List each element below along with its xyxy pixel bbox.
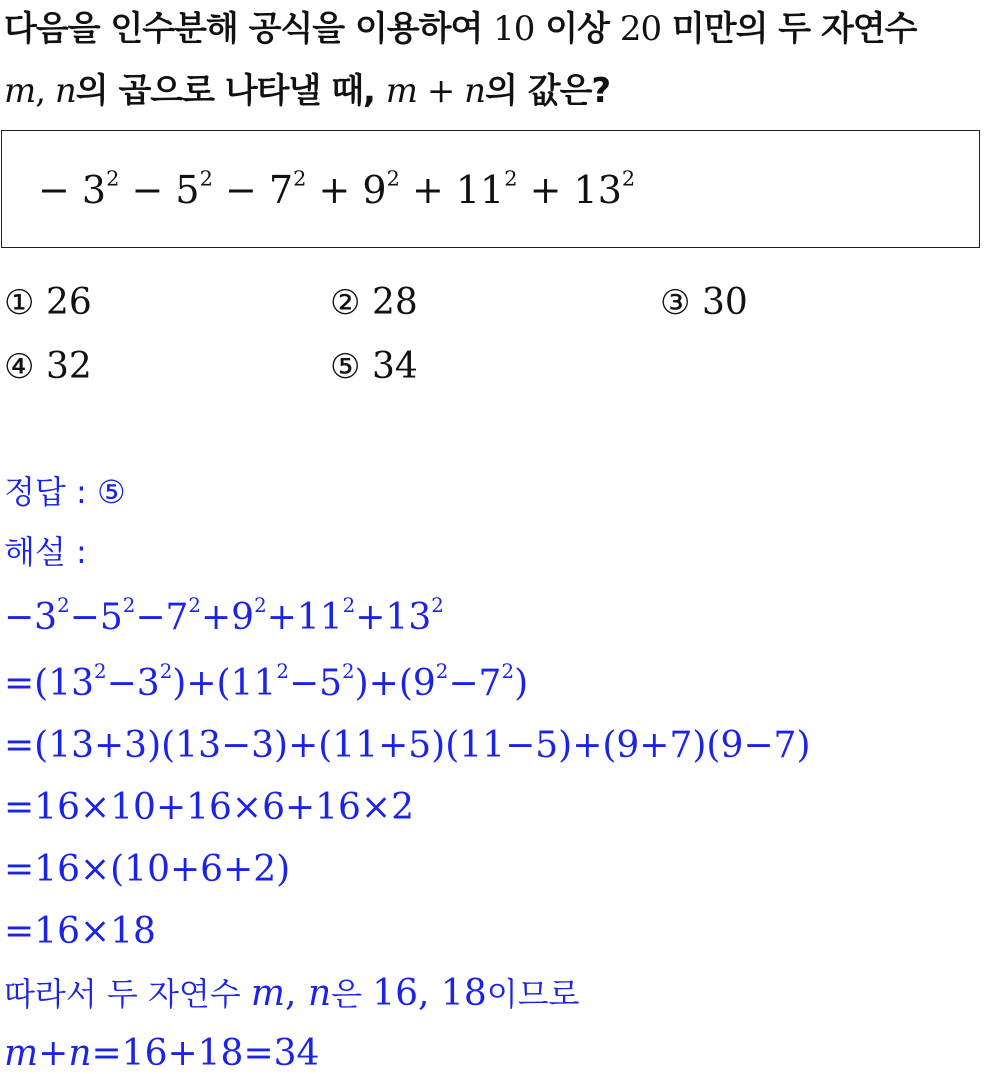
var-n: n xyxy=(307,973,332,1014)
answer-line xyxy=(4,473,126,511)
question-text: 이상 xyxy=(534,9,620,49)
question-text: 다음을 인수분해 공식을 이용하여 xyxy=(4,9,494,49)
plus-sign: + xyxy=(38,1033,69,1074)
choice-5[interactable] xyxy=(330,346,418,387)
choice-value: 32 xyxy=(45,346,92,387)
choice-marker: ④ xyxy=(4,347,35,387)
question-text: 의 곱으로 나타낼 때, xyxy=(75,71,386,111)
choice-3[interactable] xyxy=(660,282,748,323)
choice-value: 26 xyxy=(45,282,92,323)
solution-step-6: =16×18 xyxy=(4,911,156,952)
question-text: 의 값은? xyxy=(485,71,611,111)
conclusion-text: 은 xyxy=(331,975,373,1013)
conclusion-text: 따라서 두 자연수 xyxy=(4,975,251,1013)
solution-step-4: =16×10+16×6+16×2 xyxy=(4,787,415,828)
var-m: m xyxy=(4,71,36,111)
choice-value: 30 xyxy=(701,282,748,323)
choice-marker: ① xyxy=(4,283,35,323)
comma: , xyxy=(35,71,55,111)
choice-4[interactable] xyxy=(4,346,92,387)
solution-conclusion xyxy=(4,973,580,1014)
choice-marker: ② xyxy=(330,283,361,323)
final-result: =16+18=34 xyxy=(91,1033,320,1074)
var-n: n xyxy=(54,71,76,111)
solution-step-2: $=(13^2-3^2)+(11^2-5^2)+(9^2-7^2)$ xyxy=(4,660,529,704)
choice-2[interactable] xyxy=(330,282,418,323)
choice-marker: ⑤ xyxy=(330,347,361,387)
explanation-label: 해설 : xyxy=(4,533,87,571)
plus-sign: + xyxy=(417,71,465,111)
comma: , xyxy=(285,973,308,1014)
choice-value: 28 xyxy=(371,282,418,323)
expression-box xyxy=(1,130,980,248)
conclusion-numbers: 16, 18 xyxy=(372,973,487,1014)
var-m: m xyxy=(250,973,286,1014)
number-10: 10 xyxy=(493,9,535,49)
var-n: n xyxy=(68,1033,92,1074)
solution-final xyxy=(4,1033,320,1074)
solution-step-5: =16×(10+6+2) xyxy=(4,849,291,890)
answer-label: 정답 : xyxy=(4,473,97,511)
question-text: 미만의 두 자연수 xyxy=(661,9,917,49)
solution-step-1: $-3^2-5^2-7^2+9^2+11^2+13^2$ xyxy=(4,594,444,638)
choice-marker: ③ xyxy=(660,283,691,323)
answer-value: ⑤ xyxy=(96,473,126,511)
var-m: m xyxy=(385,71,418,111)
question-line-1 xyxy=(4,9,917,49)
conclusion-text: 이므로 xyxy=(486,975,580,1013)
question-line-2 xyxy=(4,71,611,111)
var-m: m xyxy=(4,1033,39,1074)
box-expression: − $3^2 - 5^2 - 7^2 + 9^2 + 11^2 + 13^2$ xyxy=(38,166,636,212)
solution-step-3: =(13+3)(13−3)+(11+5)(11−5)+(9+7)(9−7) xyxy=(4,725,811,766)
number-20: 20 xyxy=(619,9,662,49)
var-n: n xyxy=(464,71,486,111)
choice-1[interactable] xyxy=(4,282,92,323)
choice-value: 34 xyxy=(371,346,418,387)
